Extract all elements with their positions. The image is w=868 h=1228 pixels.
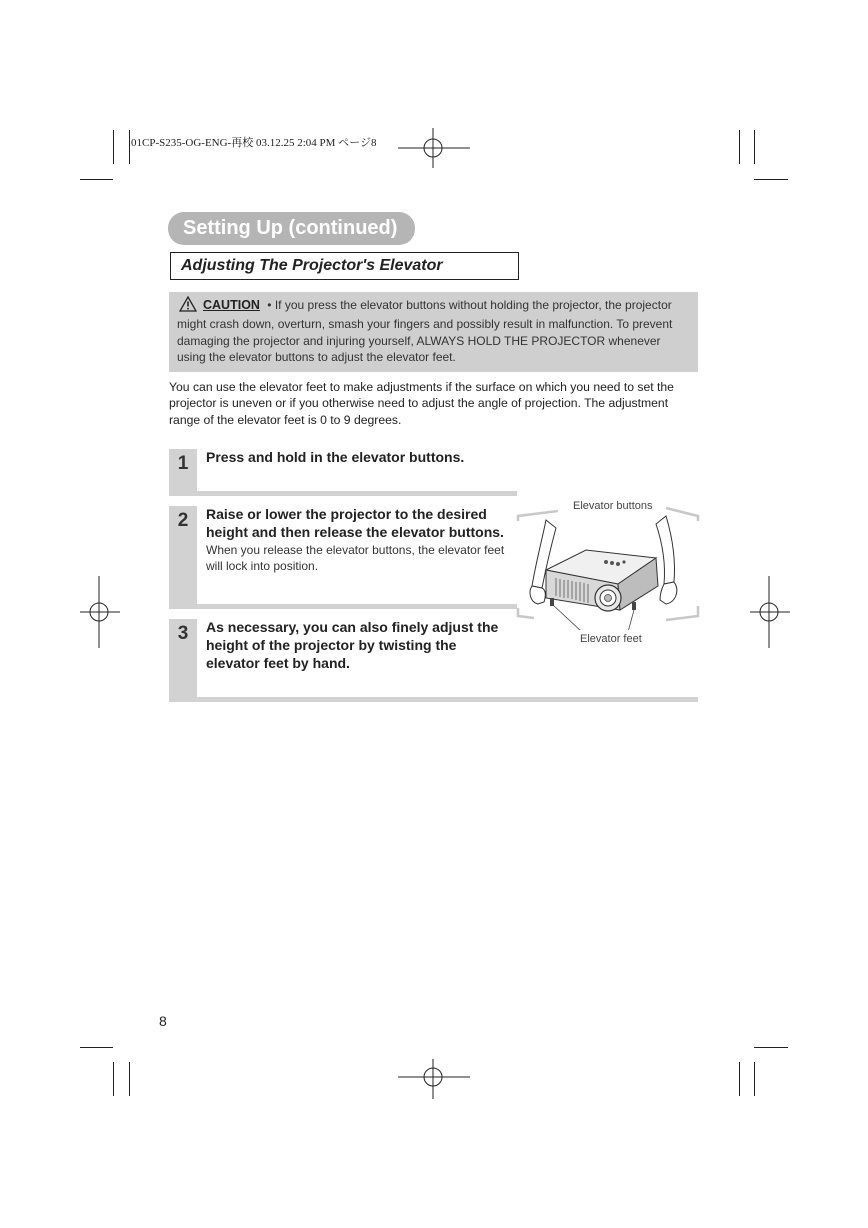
projector-illustration — [516, 506, 700, 630]
step-2-number: 2 — [177, 510, 189, 531]
crop-mark — [129, 130, 130, 164]
step-1-rule — [197, 491, 517, 496]
step-3-number-bar — [169, 619, 197, 702]
step-3-rule — [197, 697, 698, 702]
caution-text: • If you press the elevator buttons without holding the projector, the projector might crash down, overturn, smash your fingers and possibly result in malfunction. To prevent damaging the projector and injuring yourself, ALWAYS HOLD THE PROJECTOR whenever using the elevator buttons to adjust the elevator feet. — [177, 298, 673, 364]
caution-box — [169, 292, 698, 372]
step-2-body: When you release the elevator buttons, the elevator feet will lock into position. — [206, 542, 505, 573]
crop-mark — [754, 130, 755, 164]
section-title: Setting Up (continued) — [168, 212, 415, 245]
step-1-number-bar — [169, 449, 197, 496]
step-1-title: Press and hold in the elevator buttons. — [206, 449, 465, 465]
step-2-number-bar — [169, 506, 197, 609]
crop-mark — [129, 1062, 130, 1096]
step-3-number: 3 — [177, 623, 189, 644]
step-2-title: Raise or lower the projector to the desired height and then release the elevator buttons. — [206, 506, 504, 540]
registration-mark-left — [80, 576, 120, 648]
crop-mark — [754, 1062, 755, 1096]
crop-mark — [754, 1047, 788, 1048]
registration-mark-top — [398, 128, 470, 168]
elevator-buttons-label: Elevator buttons — [573, 500, 653, 512]
registration-mark-right — [750, 576, 790, 648]
caution-label: CAUTION — [203, 298, 260, 312]
crop-mark — [754, 179, 788, 180]
crop-mark — [80, 1047, 113, 1048]
elevator-feet-label: Elevator feet — [580, 633, 642, 645]
step-2-rule — [197, 604, 517, 609]
crop-mark — [739, 130, 740, 164]
printer-slug: 01CP-S235-OG-ENG-再校 03.12.25 2:04 PM ページ8 — [131, 137, 377, 149]
step-1-number: 1 — [177, 453, 189, 474]
crop-mark — [80, 179, 113, 180]
warning-triangle-icon — [179, 296, 197, 316]
crop-mark — [113, 1062, 114, 1096]
step-2-content — [206, 506, 511, 574]
intro-paragraph: You can use the elevator feet to make adjustments if the surface on which you need to set the projector is uneven or if you otherwise need to adjust the angle of projection. The adjustment range of the elevator feet is 0 to 9 degrees. — [169, 380, 674, 427]
crop-mark — [113, 130, 114, 164]
registration-mark-bottom — [398, 1059, 470, 1099]
subsection-title: Adjusting The Projector's Elevator — [170, 252, 519, 280]
step-3-title: As necessary, you can also finely adjust the height of the projector by twisting the elevator feet by hand. — [206, 619, 499, 671]
page-number: 8 — [159, 1013, 167, 1029]
crop-mark — [739, 1062, 740, 1096]
